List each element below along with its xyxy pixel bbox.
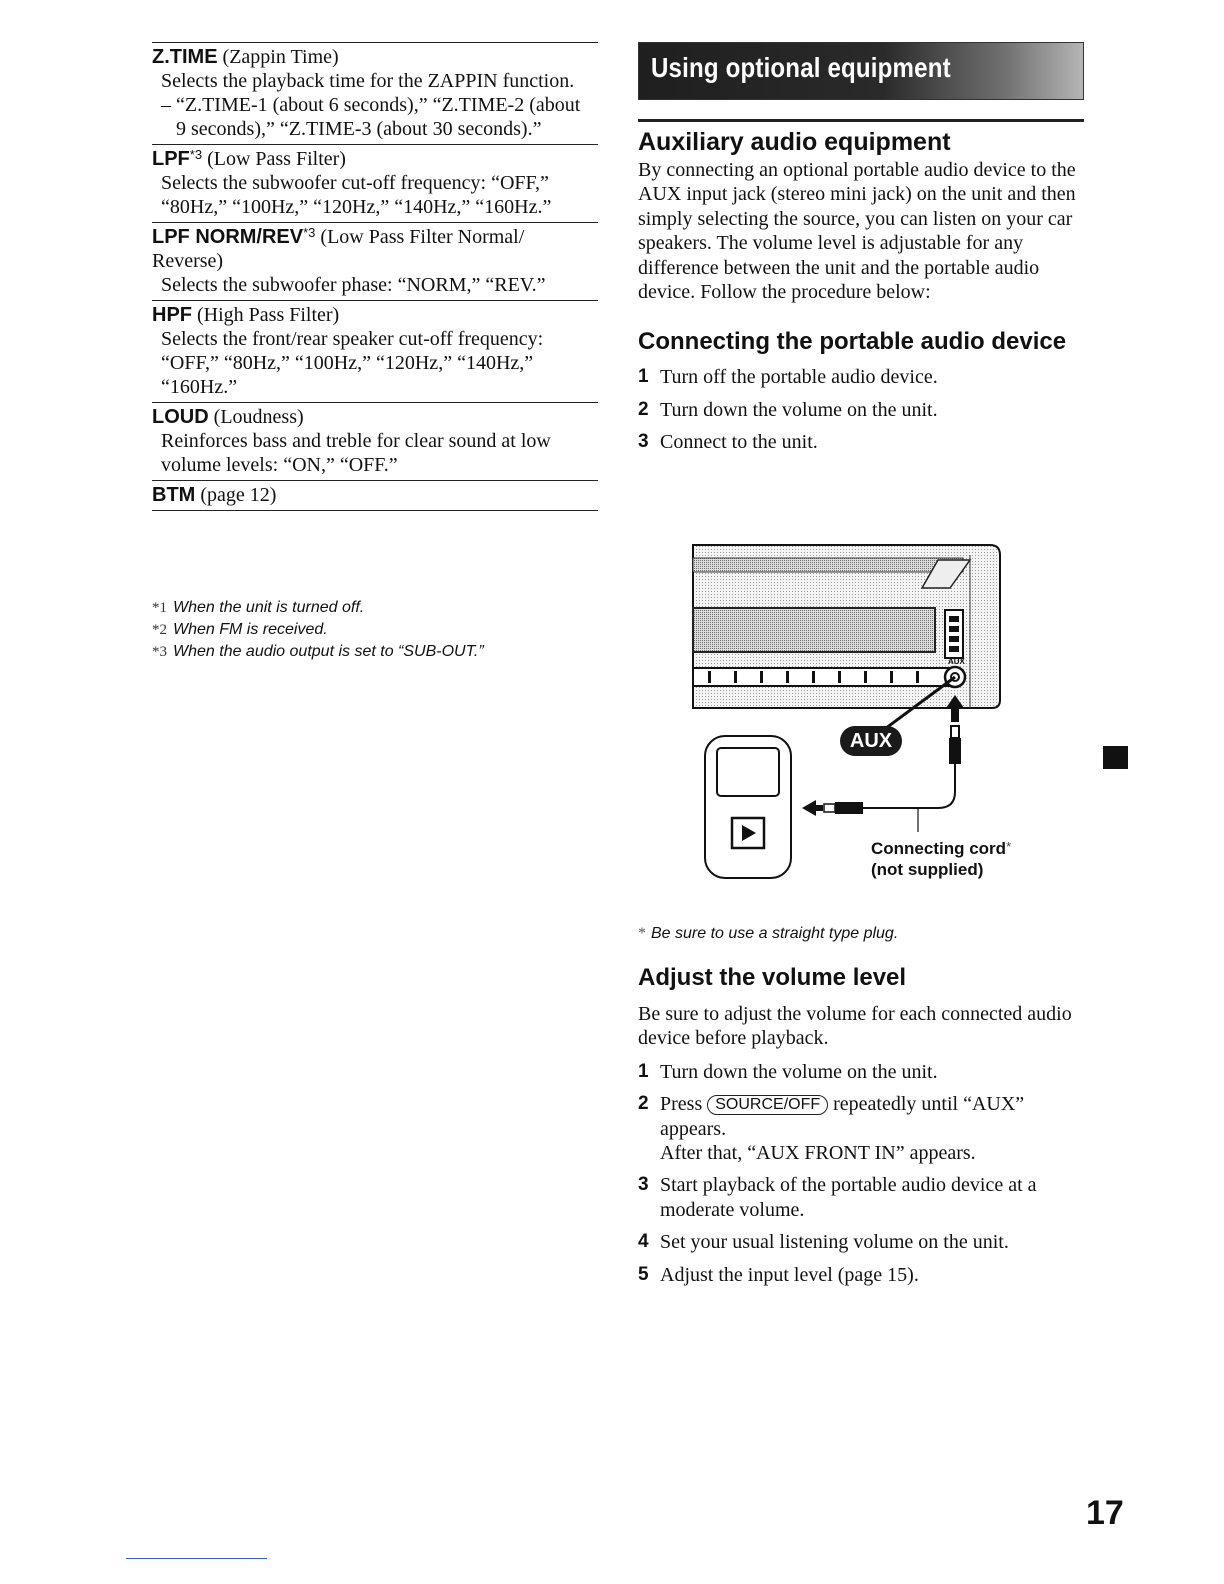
adjust-intro: Be sure to adjust the volume for each connected audio device before playback. (638, 1003, 1072, 1050)
setting-btm (152, 480, 598, 511)
setting-term: BTM (152, 484, 196, 506)
chapter-banner (638, 42, 1084, 100)
step (638, 365, 1084, 389)
car-audio-unit (693, 545, 1000, 708)
step (638, 1173, 1084, 1222)
setting-description: Selects the front/rear speaker cut-off frequency: “OFF,” “80Hz,” “100Hz,” “120Hz,” “140Hz,” “160Hz.” (161, 328, 544, 398)
step (638, 1263, 1084, 1287)
footnote-ref: *3 (303, 225, 316, 240)
setting-lpf-norm-rev (152, 222, 598, 300)
plug-note (638, 925, 1084, 943)
step-number: 2 (638, 1093, 649, 1115)
footnote-mark: *3 (152, 644, 167, 660)
source-off-key: SOURCE/OFF (707, 1095, 828, 1115)
connect-title: Connecting the portable audio device (638, 328, 1067, 356)
step-text: Turn down the volume on the unit. (660, 1060, 938, 1083)
cord-label-mark: * (1006, 839, 1012, 854)
step-number: 3 (638, 1174, 649, 1196)
aux-badge: AUX (840, 726, 902, 756)
setting-hpf (152, 300, 598, 402)
device-screen (717, 748, 779, 796)
setting-description: Selects the subwoofer phase: “NORM,” “REV.” (161, 274, 546, 296)
menu-settings-list (152, 42, 598, 511)
adjust-title: Adjust the volume level (638, 964, 907, 991)
setting-lpf (152, 144, 598, 222)
setting-term: LOUD (152, 406, 209, 428)
step-text: Set your usual listening volume on the unit. (660, 1231, 1009, 1254)
step-number: 5 (638, 1263, 649, 1285)
footnote (152, 597, 598, 619)
note-mark: * (638, 925, 646, 942)
setting-description: Selects the subwoofer cut-off frequency: “OFF,” “80Hz,” “100Hz,” “120Hz,” “140Hz,” “160Hz.” (161, 172, 552, 218)
footnote-mark: *1 (152, 600, 167, 616)
step-number: 1 (638, 366, 649, 388)
step-text: Start playback of the portable audio device at a moderate volume. (660, 1174, 1037, 1221)
step-text: Connect to the unit. (660, 431, 818, 454)
step-text: Press (660, 1093, 708, 1116)
cord-label-line1: Connecting cord (871, 839, 1007, 858)
setting-ztime (152, 42, 598, 144)
setting-description: Selects the playback time for the ZAPPIN function. (161, 70, 575, 92)
step (638, 1230, 1084, 1254)
step-number: 1 (638, 1060, 649, 1082)
footnotes (152, 597, 598, 663)
step-text: Adjust the input level (page 15). (660, 1263, 919, 1286)
straight-plug (949, 726, 961, 792)
setting-options: – “Z.TIME-1 (about 6 seconds),” “Z.TIME-2 (about 9 seconds),” “Z.TIME-3 (about 30 seconds).” (161, 94, 581, 140)
step (638, 398, 1084, 422)
step (638, 1092, 1084, 1165)
setting-term-paren: (Loudness) (208, 406, 304, 428)
step-text: Turn off the portable audio device. (660, 366, 938, 389)
portable-audio-device (705, 736, 791, 878)
setting-term: LPF (152, 148, 190, 170)
setting-term-paren: (Zappin Time) (217, 46, 339, 68)
step-text: Turn down the volume on the unit. (660, 398, 938, 421)
step-text-cont: repeatedly until “AUX” appears. (660, 1093, 1025, 1140)
banner-rule (638, 119, 1084, 122)
aux-jack-label: AUX (948, 657, 965, 666)
section-title: Auxiliary audio equipment (638, 128, 951, 156)
right-column-lower (638, 925, 1084, 1295)
cord-plug (802, 800, 863, 816)
step (638, 1060, 1084, 1084)
setting-term: Z.TIME (152, 46, 218, 68)
step-number: 3 (638, 431, 649, 453)
setting-term-paren: (Low Pass Filter Normal/ Reverse) (152, 226, 525, 272)
footnote (152, 619, 598, 641)
right-column (638, 42, 1084, 463)
footnote-text: When the unit is turned off. (173, 599, 365, 616)
connect-steps (638, 365, 1084, 454)
section-intro: By connecting an optional portable audio device to the AUX input jack (stereo mini jack) on the unit and then simply selecting the source, you can listen on your car speakers. The volume level is adjustable for any difference between the unit and the portable audio device. Follow the procedure below: (638, 159, 1076, 304)
footnote (152, 641, 598, 663)
setting-loud (152, 402, 598, 480)
step-result: After that, “AUX FRONT IN” appears. (660, 1142, 976, 1165)
step-number: 4 (638, 1231, 649, 1253)
footnote-text: When the audio output is set to “SUB-OUT.” (173, 643, 484, 660)
adjust-steps (638, 1060, 1084, 1287)
chapter-title: Using optional equipment (651, 52, 951, 83)
footnote-mark: *2 (152, 622, 167, 638)
connection-diagram (690, 540, 1050, 900)
step-number: 2 (638, 398, 649, 420)
footnote-text: When FM is received. (173, 621, 328, 638)
step (638, 430, 1084, 454)
chapter-tab-marker (1103, 746, 1128, 769)
cord-label-line2: (not supplied) (871, 860, 984, 879)
footnote-ref: *3 (189, 147, 203, 162)
note-text: Be sure to use a straight type plug. (651, 925, 899, 942)
setting-term-paren: (Low Pass Filter) (202, 148, 346, 170)
setting-term: LPF NORM/REV (152, 226, 304, 248)
setting-term-paren: (page 12) (195, 484, 277, 506)
connecting-cord-label (871, 838, 1011, 880)
setting-description: Reinforces bass and treble for clear sound at low volume levels: “ON,” “OFF.” (161, 430, 551, 476)
setting-term: HPF (152, 304, 192, 326)
setting-term-paren: (High Pass Filter) (192, 304, 340, 326)
bottom-rule (126, 1558, 267, 1559)
page-number: 17 (1086, 1494, 1124, 1532)
